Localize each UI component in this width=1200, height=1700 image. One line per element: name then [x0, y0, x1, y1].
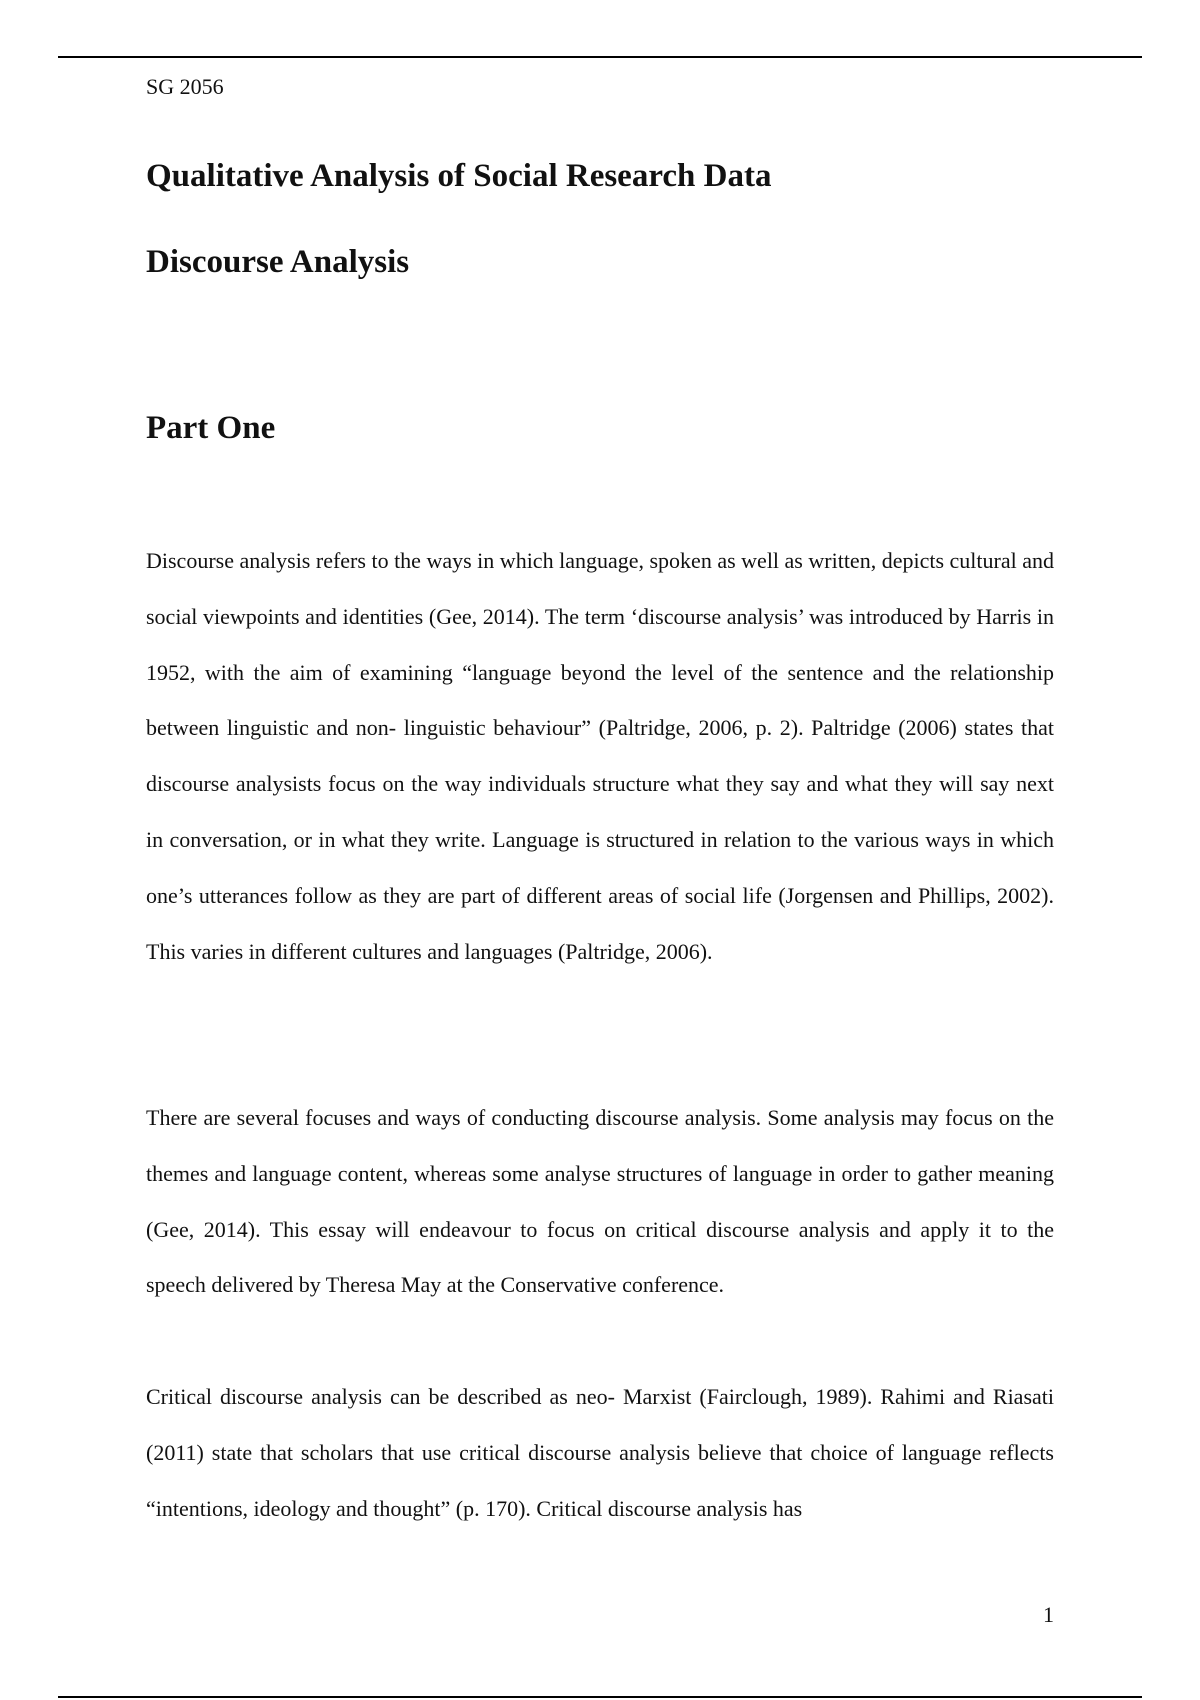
bottom-rule: [58, 1696, 1142, 1698]
section-heading: Part One: [146, 410, 276, 446]
document-subtitle: Discourse Analysis: [146, 244, 410, 280]
top-rule: [58, 56, 1142, 58]
body-paragraph-2: There are several focuses and ways of conducting discourse analysis. Some analysis may focus on the themes and language content, whereas some analyse structures of language in order to gather meaning (Gee, 2014). This essay will endeavour to focus on critical discourse analysis and apply it to the speech delivered by Theresa May at the Conservative conference.: [146, 1105, 1054, 1298]
course-code: SG 2056: [146, 74, 224, 99]
body-paragraph-1: Discourse analysis refers to the ways in which language, spoken as well as written, depicts cultural and social viewpoints and identities (Gee, 2014). The term ‘discourse analysis’ was introduced by Harris in 1952, with the aim of examining “language beyond the level of the sentence and the relationship between linguistic and non- linguistic behaviour” (Paltridge, 2006, p. 2). Paltridge (2006) states that discourse analysists focus on the way individuals structure what they say and what they will say next in conversation, or in what they write. Language is structured in relation to the various ways in which one’s utterances follow as they are part of different areas of social life (Jorgensen and Phillips, 2002). This varies in different cultures and languages (Paltridge, 2006).: [146, 548, 1054, 964]
body-paragraph-3: Critical discourse analysis can be described as neo- Marxist (Fairclough, 1989). Rahimi and Riasati (2011) state that scholars that use critical discourse analysis believe that choice of language reflects “intentions, ideology and thought” (p. 170). Critical discourse analysis has: [146, 1384, 1054, 1521]
page-number: 1: [1043, 1602, 1054, 1627]
document-title: Qualitative Analysis of Social Research Data: [146, 158, 772, 194]
